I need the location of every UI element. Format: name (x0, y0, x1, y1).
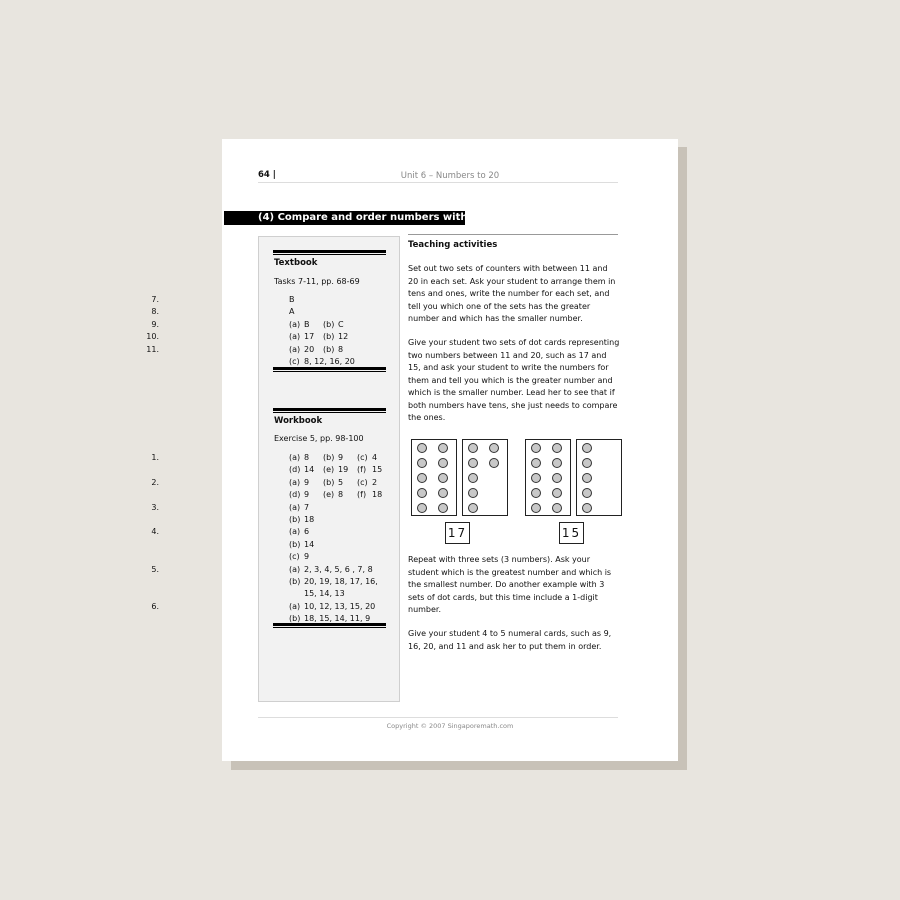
counter-dot (417, 443, 427, 453)
counter-dot (552, 503, 562, 513)
answer-cell: (d) (289, 490, 301, 500)
dot-cards-figure (411, 439, 623, 549)
answer-cell: (e) (323, 490, 335, 500)
answer-cell: (a) (289, 344, 301, 354)
answer-cell: 9 (338, 453, 344, 462)
answer-cell: 14 (304, 465, 315, 475)
answer-cell: 19 (338, 465, 349, 475)
paragraph: Give your student two sets of dot cards representing two numbers between 11 and 20, such as 17 and 15, and ask your student to write the numbers for them and tell you which is the greater number and which is the smaller number. Lead her to see that if both numbers have tens, she just needs to compare the ones. (408, 338, 620, 422)
answer-cell: C (338, 319, 344, 329)
answer-cell: 15 (372, 465, 383, 475)
header-rule (258, 182, 618, 183)
counter-dot (582, 488, 592, 498)
paragraph: Give your student 4 to 5 numeral cards, such as 9, 16, 20, and 11 and ask her to put them in order. (408, 629, 612, 651)
counter-dot (468, 503, 478, 513)
counter-dot (468, 488, 478, 498)
answer-cell: (a) (289, 477, 301, 487)
answer-cell: 5 (338, 477, 344, 487)
answer-cell: B (304, 319, 310, 329)
answer-cell: (b) (323, 332, 335, 342)
counter-dot (531, 458, 541, 468)
answer-cell: 12 (338, 332, 349, 342)
answer-cell: 4 (372, 453, 378, 462)
answer-cell: (b) (289, 614, 301, 624)
counter-dot (489, 443, 499, 453)
question-number: 4. (151, 527, 159, 537)
answer-cell: (b) (323, 453, 335, 462)
answer-cell: (a) (289, 502, 301, 512)
counter-dot (438, 443, 448, 453)
answer-cell: 2 (372, 477, 378, 487)
counter-dot (417, 488, 427, 498)
answer-cell: 8 (338, 490, 344, 500)
question-number: 10. (146, 332, 159, 342)
answer-cell: (c) (357, 453, 368, 462)
counter-dot (552, 488, 562, 498)
workbook-exercise: Exercise 5, pp. 98-100 (274, 434, 364, 443)
answer-cell: 15, 14, 13 (304, 589, 345, 599)
footer-rule (258, 717, 618, 718)
answer-cell: (c) (357, 477, 368, 487)
counter-dot (468, 473, 478, 483)
number-card: 15 (559, 522, 584, 544)
answer-cell: 8, 12, 16, 20 (304, 356, 355, 366)
answer-cell: (c) (289, 356, 300, 366)
counter-dot (531, 488, 541, 498)
running-header: Unit 6 – Numbers to 20 (400, 171, 500, 181)
counter-dot (552, 443, 562, 453)
textbook-bottom-rule (273, 367, 386, 372)
copyright: Copyright © 2007 Singaporemath.com (386, 722, 514, 730)
document-page (146, 139, 678, 761)
counter-dot (438, 488, 448, 498)
answer-cell: (a) (289, 527, 301, 537)
answer-cell: 9 (304, 490, 310, 500)
answer-cell: 2, 3, 4, 5, 6 , 7, 8 (304, 564, 373, 574)
counter-dot (552, 458, 562, 468)
answer-cell: (a) (289, 601, 301, 611)
counter-dot (531, 443, 541, 453)
answer-cell: 14 (304, 539, 315, 549)
answer-cell: (b) (289, 576, 301, 586)
answers-sidebar (146, 236, 400, 702)
answer-cell: (d) (289, 465, 301, 475)
counter-dot (417, 458, 427, 468)
question-number: 11. (146, 344, 159, 354)
counter-dot (468, 443, 478, 453)
question-number: 9. (151, 319, 159, 329)
answer-cell: 17 (304, 332, 315, 342)
paragraph: Repeat with three sets (3 numbers). Ask your student which is the greatest number and which is the smallest number. Do another example with 3 sets of dot cards, but this time include a 1-digit number. (408, 555, 612, 614)
counter-dot (438, 473, 448, 483)
ones-dot-card (462, 439, 508, 516)
tens-dot-card (525, 439, 571, 516)
counter-dot (417, 473, 427, 483)
answer-cell: 8 (338, 344, 344, 354)
answer-cell: (a) (289, 332, 301, 342)
answer-cell: 6 (304, 527, 310, 537)
counter-dot (552, 473, 562, 483)
answer-cell: (b) (323, 344, 335, 354)
answer-cell: (a) (289, 564, 301, 574)
textbook-top-rule (273, 250, 386, 255)
answer-cell: B (289, 295, 295, 304)
answer-cell: A (289, 307, 295, 317)
counter-dot (438, 503, 448, 513)
counter-dot (582, 458, 592, 468)
teaching-activities-heading: Teaching activities (408, 240, 498, 250)
ones-dot-card (576, 439, 622, 516)
answer-cell: 7 (304, 502, 310, 512)
counter-dot (531, 503, 541, 513)
tens-dot-card (411, 439, 457, 516)
question-number: 6. (151, 601, 159, 611)
counter-dot (582, 443, 592, 453)
question-number: 2. (151, 477, 159, 487)
question-number: 8. (151, 307, 159, 317)
answer-cell: (b) (289, 539, 301, 549)
textbook-tasks: Tasks 7-11, pp. 68-69 (274, 277, 360, 286)
answer-cell: 20 (304, 344, 315, 354)
question-number: 1. (151, 453, 159, 462)
number-card: 17 (445, 522, 470, 544)
counter-dot (531, 473, 541, 483)
main-top-rule (408, 234, 618, 235)
answer-cell: 10, 12, 13, 15, 20 (304, 601, 376, 611)
answer-cell: 8 (304, 453, 310, 462)
answer-cell: (f) (357, 490, 367, 500)
section-title: (4) Compare and order numbers within 20 (224, 211, 465, 225)
answer-cell: 18 (372, 490, 383, 500)
answer-cell: 20, 19, 18, 17, 16, (304, 576, 378, 586)
question-number: 5. (151, 564, 159, 574)
counter-dot (582, 503, 592, 513)
answer-cell: (b) (289, 514, 301, 524)
question-number: 3. (151, 502, 159, 512)
question-number: 7. (151, 295, 159, 304)
answer-cell: 9 (304, 477, 310, 487)
counter-dot (489, 458, 499, 468)
answer-cell: (e) (323, 465, 335, 475)
counter-dot (417, 503, 427, 513)
answer-cell: (b) (323, 319, 335, 329)
answer-cell: (c) (289, 552, 300, 562)
counter-dot (582, 473, 592, 483)
paragraph: Set out two sets of counters with between 11 and 20 in each set. Ask your student to arrange them in tens and ones, write the number for each set, and tell you which one of the sets has the greater number and which has the smaller number. (408, 264, 616, 323)
answer-cell: (a) (289, 319, 301, 329)
counter-dot (438, 458, 448, 468)
answer-cell: (f) (357, 465, 367, 475)
workbook-bottom-rule (273, 623, 386, 628)
answer-cell: (a) (289, 453, 301, 462)
answer-cell: 18 (304, 514, 315, 524)
counter-dot (468, 458, 478, 468)
workbook-heading: Workbook (274, 416, 323, 426)
textbook-heading: Textbook (274, 258, 318, 268)
answer-cell: (b) (323, 477, 335, 487)
answer-cell: 9 (304, 552, 310, 562)
workbook-top-rule (273, 408, 386, 413)
page-number: 64 | (258, 170, 276, 180)
answer-cell: 18, 15, 14, 11, 9 (304, 614, 371, 624)
